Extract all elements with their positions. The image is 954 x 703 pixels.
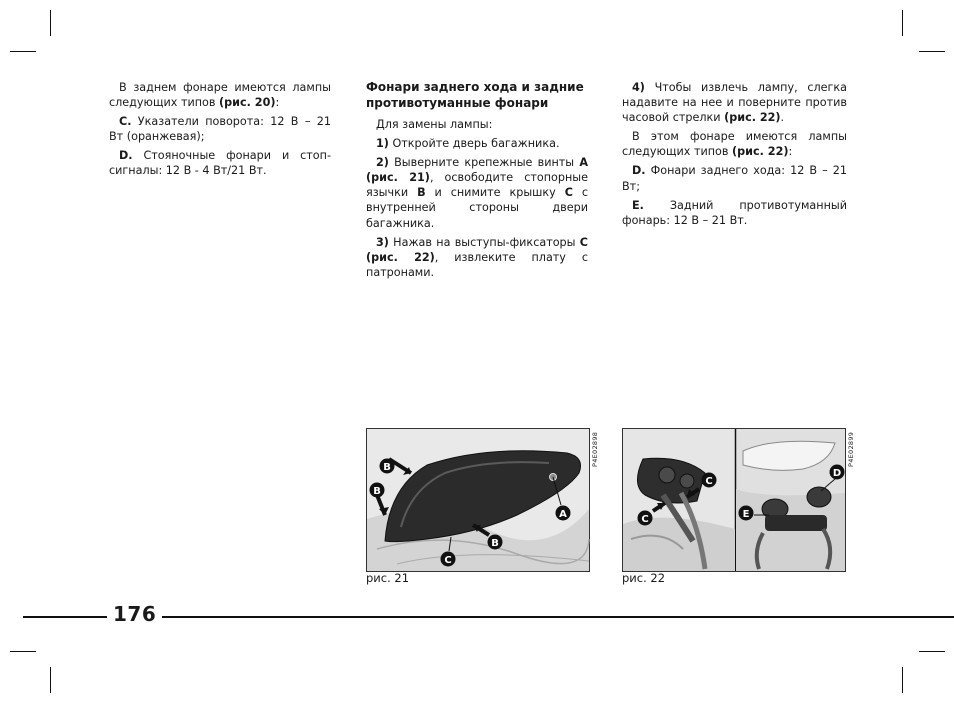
figure-22	[622, 428, 855, 572]
crop-mark	[902, 10, 903, 36]
callout-c: C	[641, 514, 649, 525]
callout-b: B	[383, 462, 391, 473]
callout-b: B	[373, 486, 381, 497]
step-4: 4) Чтобы извлечь лампу, слегка надавите на нее и поверните против часовой стрелки (рис. 22).	[622, 81, 847, 125]
crop-mark	[50, 667, 51, 693]
crop-mark	[919, 651, 945, 652]
paragraph: В заднем фонаре имеются лампы следующих типов (рис. 20):	[109, 81, 331, 110]
crop-mark	[902, 667, 903, 693]
section-heading: Фонари заднего хода и задние противотуманные фонари	[366, 80, 584, 110]
paragraph: В этом фонаре имеются лампы следующих типов (рис. 22):	[622, 130, 847, 159]
callout-a: A	[559, 509, 567, 520]
figure-code: P4E02898	[591, 431, 599, 467]
crop-mark	[10, 51, 36, 52]
figure-21-illustration	[367, 429, 589, 571]
step-2: 2) Выверните крепежные винты A (рис. 21), освободите стопорные язычки B и снимите крышку C с внутренней стороны двери багажника.	[366, 156, 589, 230]
figure-21-caption: рис. 21	[366, 571, 410, 585]
figure-22-illustration	[623, 429, 845, 571]
step-3: 3) Нажав на выступы-фиксаторы C (рис. 22), извлеките плату с патронами.	[366, 235, 589, 279]
paragraph: Для замены лампы:	[376, 118, 493, 131]
paragraph: E. Задний противотуманный фонарь: 12 В – 21 Вт.	[622, 198, 847, 227]
text-column-2	[366, 80, 588, 284]
footer-rule	[162, 616, 954, 618]
callout-e: E	[742, 509, 750, 520]
paragraph: C. Указатели поворота: 12 В – 21 Вт (оранжевая);	[109, 115, 331, 144]
crop-mark	[919, 51, 945, 52]
step-1: 1) Откройте дверь багажника.	[376, 137, 560, 151]
paragraph: D. Стояночные фонари и стоп-сигналы: 12 В - 4 Вт/21 Вт.	[109, 149, 331, 178]
text-column-3	[622, 80, 847, 232]
figure-22-caption: рис. 22	[622, 571, 666, 585]
callout-b: B	[491, 538, 499, 549]
crop-mark	[50, 10, 51, 36]
figure-code: P4E02899	[847, 431, 855, 467]
footer-rule	[23, 616, 107, 618]
callout-c: C	[444, 555, 452, 566]
text-column-1	[109, 80, 331, 183]
crop-mark	[10, 651, 36, 652]
callout-d: D	[832, 468, 842, 479]
figure-21	[366, 428, 599, 572]
page-number: 176	[113, 602, 157, 626]
callout-c: C	[705, 476, 713, 487]
paragraph: D. Фонари заднего хода: 12 В – 21 Вт;	[622, 164, 847, 193]
